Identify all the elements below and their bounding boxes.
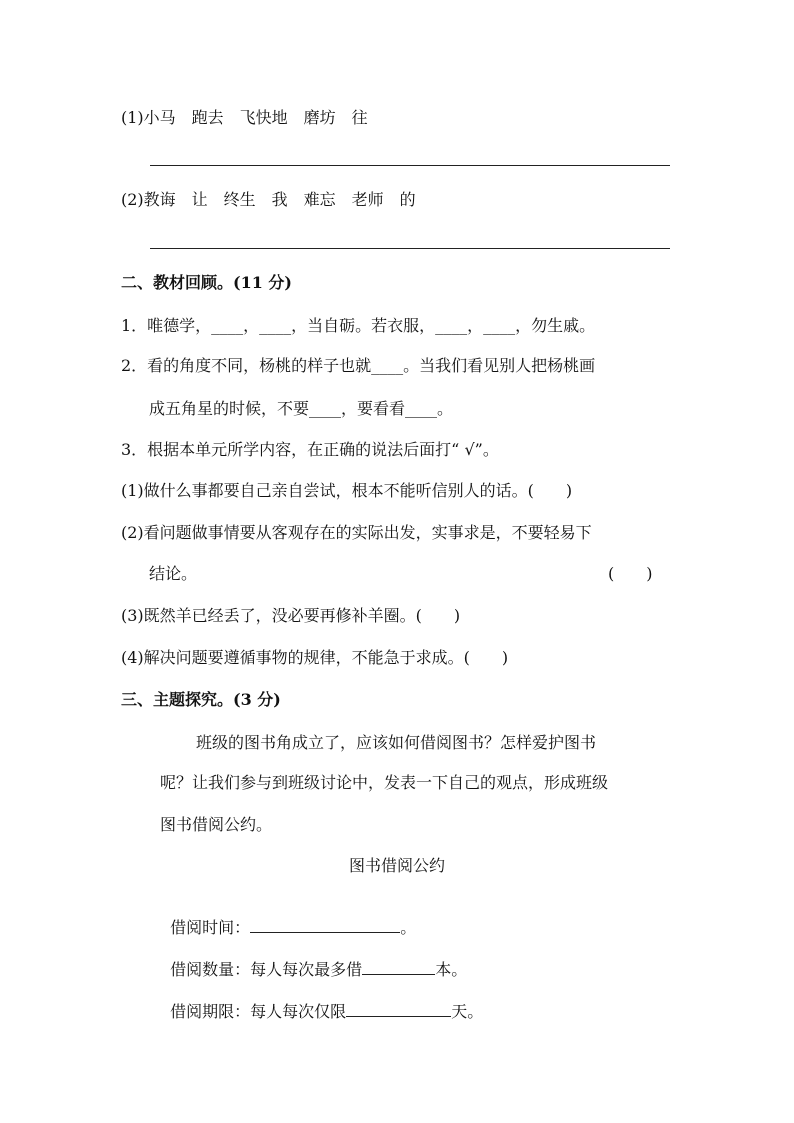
borrow-time-blank[interactable] (250, 918, 400, 933)
judge-statement-2-line-1: (2)看问题做事情要从客观存在的实际出发，实事求是，不要轻易下 (121, 523, 592, 542)
answer-line-1[interactable] (150, 165, 670, 166)
borrow-time-row (160, 898, 416, 938)
borrow-time-end: 。 (400, 918, 417, 937)
borrow-count-row (160, 940, 467, 980)
borrow-period-blank[interactable] (346, 1002, 451, 1017)
convention-title: 图书借阅公约 (348, 856, 445, 875)
judge-instruction: 3．根据本单元所学内容，在正确的说法后面打“ √”。 (121, 440, 499, 459)
borrow-count-unit: 本。 (435, 960, 468, 979)
fill-blank-item-2-line-1: 2．看的角度不同，杨桃的样子也就____。当我们看见别人把杨桃画 (121, 356, 596, 375)
answer-line-2[interactable] (150, 248, 670, 249)
prompt-paragraph-line-3: 图书借阅公约。 (160, 815, 273, 834)
judge-statement-4: (4)解决问题要遵循事物的规律，不能急于求成。( ) (121, 648, 509, 667)
borrow-count-label: 借阅数量：每人每次最多借 (170, 960, 363, 979)
prompt-paragraph-line-1: 班级的图书角成立了，应该如何借阅图书？怎样爱护图书 (196, 733, 597, 752)
judge-answer-paren-2[interactable]: ( ) (608, 564, 653, 583)
fill-blank-item-1: 1．唯德学，____，____，当自砺。若衣服，____，____，勿生戚。 (121, 316, 596, 335)
reorder-question-2: (2)教诲 让 终生 我 难忘 老师 的 (121, 190, 416, 209)
fill-blank-item-2-line-2: 成五角星的时候，不要____，要看看____。 (149, 399, 454, 418)
borrow-period-unit: 天。 (451, 1002, 484, 1021)
section-3-heading: 三、主题探究。(3 分) (121, 690, 281, 709)
borrow-period-label: 借阅期限：每人每次仅限 (170, 1002, 347, 1021)
judge-statement-2-line-2: 结论。 (149, 564, 198, 583)
reorder-question-1: (1)小马 跑去 飞快地 磨坊 往 (121, 108, 368, 127)
section-2-heading: 二、教材回顾。(11 分) (121, 273, 292, 292)
judge-statement-3: (3)既然羊已经丢了，没必要再修补羊圈。( ) (121, 606, 461, 625)
judge-statement-1: (1)做什么事都要自己亲自尝试，根本不能听信别人的话。( ) (121, 481, 573, 500)
prompt-paragraph-line-2: 呢？让我们参与到班级讨论中，发表一下自己的观点，形成班级 (160, 773, 609, 792)
borrow-count-blank[interactable] (362, 960, 435, 975)
borrow-time-label: 借阅时间： (170, 918, 251, 937)
borrow-period-row (160, 982, 483, 1022)
